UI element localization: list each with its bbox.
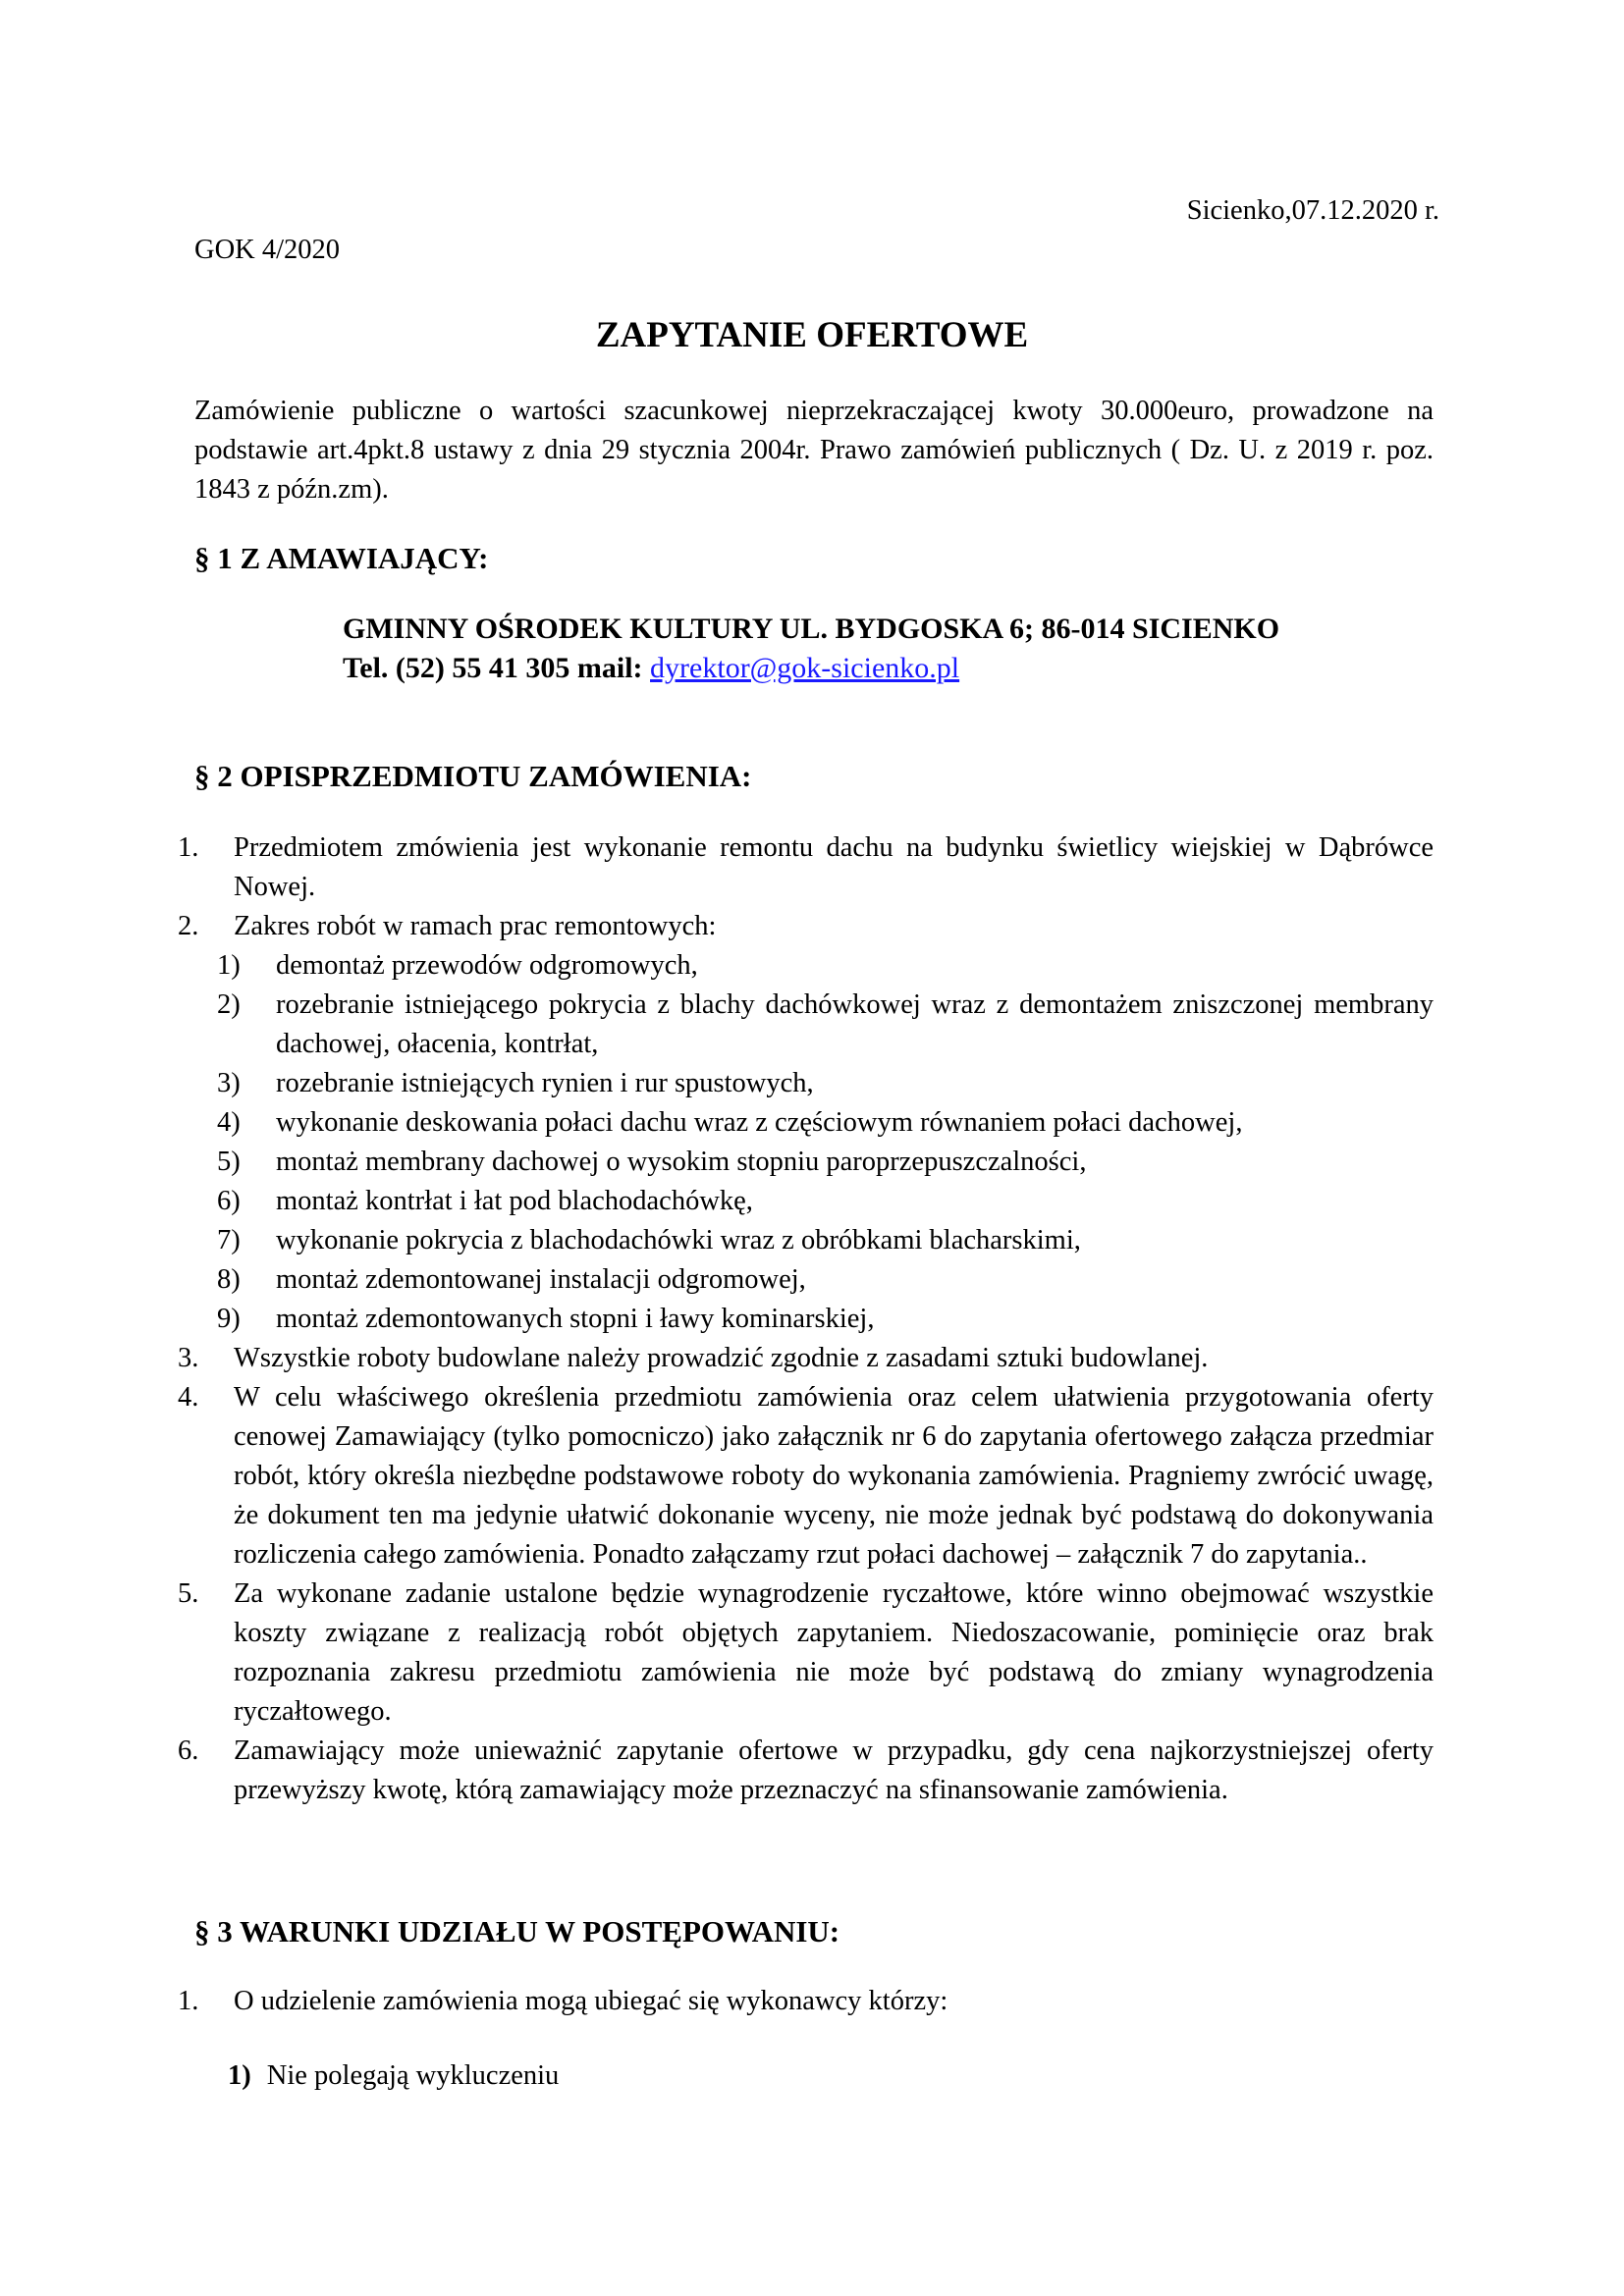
sublist-item [217,1300,1434,1339]
list-item-number: 2. [178,911,199,941]
sublist-item-text: rozebranie istniejących rynien i rur spustowych, [276,1068,814,1098]
list-item-number: 1. [178,1986,199,2016]
section-3-heading: § 3 WARUNKI UDZIAŁU W POSTĘPOWANIU: [194,1914,840,1949]
list-item-number: 3. [178,1343,199,1373]
sublist-item-text: montaż zdemontowanej instalacji odgromowej, [276,1264,806,1295]
sublist-item-number: 8) [217,1264,241,1295]
document-title: ZAPYTANIE OFERTOWE [595,315,1029,355]
sublist-item-number: 4) [217,1107,241,1138]
list-item-number: 6. [178,1735,199,1766]
email-link[interactable]: dyrektor@gok-sicienko.pl [650,652,960,684]
sublist-item [217,1221,1434,1260]
sublist-item-text: montaż zdemontowanych stopni i ławy kominarskiej, [276,1304,875,1334]
scope-sublist [217,946,1434,1339]
sublist-item-text: montaż kontrłat i łat pod blachodachówkę, [276,1186,753,1216]
list-item-text: Za wykonane zadanie ustalone będzie wynagrodzenie ryczałtowe, które winno obejmować wszystkie koszty związane z realizacją robót objętych zapytaniem. Niedoszacowanie, pominięcie oraz brak rozpoznania zakresu przedmiotu zamówienia nie może być podstawą do zmiany wynagrodzenia ryczałtowego. [234,1578,1434,1727]
sublist-item-number: 2) [217,989,241,1020]
list-item-text: Zakres robót w ramach prac remontowych: [234,911,717,941]
sublist-item-number: 5) [217,1147,241,1177]
sublist-item [217,1143,1434,1182]
section-2-list [165,828,1434,1810]
list-item-text: Wszystkie roboty budowlane należy prowadzić zgodnie z zasadami sztuki budowlanej. [234,1343,1209,1373]
contractor-name: GMINNY OŚRODEK KULTURY UL. BYDGOSKA 6; 86-014 SICIENKO [343,613,1280,645]
section-2-heading: § 2 OPISPRZEDMIOTU ZAMÓWIENIA: [194,759,752,793]
list-item [165,1982,1434,2021]
list-item-number: 4. [178,1382,199,1413]
sublist-item-text: wykonanie deskowania połaci dachu wraz z częściowym równaniem połaci dachowej, [276,1107,1243,1138]
list-item [165,828,1434,907]
contact-block [343,610,1279,688]
tel-label: Tel. (52) 55 41 305 mail: [343,652,643,684]
sublist-item-text: demontaż przewodów odgromowych, [276,950,698,981]
list-item-text: W celu właściwego określenia przedmiotu zamówienia oraz celem ułatwienia przygotowania oferty cenowej Zamawiający (tylko pomocniczo) jako załącznik nr 6 do zapytania ofertowego załącza przedmiar robót, który określa niezbędne podstawowe roboty do wykonania zamówienia. Pragniemy zwrócić uwagę, że dokument ten ma jedynie ułatwić dokonanie wyceny, nie może jednak być podstawą do dokonywania rozliczenia całego zamówienia. Ponadto załączamy rzut połaci dachowej – załącznik 7 do zapytania.. [234,1382,1434,1570]
list-item [165,1732,1434,1810]
sublist-item-text: montaż membrany dachowej o wysokim stopniu paroprzepuszczalności, [276,1147,1087,1177]
sublist-item [217,946,1434,986]
contact-line [343,649,1279,688]
sublist-item-text: Nie polegają wykluczeniu [266,2060,560,2091]
list-item-text: Zamawiający może unieważnić zapytanie ofertowe w przypadku, gdy cena najkorzystniejszej oferty przewyższy kwotę, którą zamawiający może przeznaczyć na sfinansowanie zamówienia. [234,1735,1434,1805]
sublist-item [217,1182,1434,1221]
sublist-item-number: 9) [217,1304,241,1334]
document-date: Sicienko,07.12.2020 r. [1186,195,1439,226]
sublist-item-number: 7) [217,1225,241,1255]
section-3-list [165,1982,1434,2021]
sublist-item [228,2056,559,2096]
list-item-number: 5. [178,1578,199,1609]
list-item-text: O udzielenie zamówienia mogą ubiegać się wykonawcy którzy: [234,1986,948,2016]
list-item [165,1575,1434,1732]
sublist-item-number: 1) [217,950,241,981]
list-item-text: Przedmiotem zmówienia jest wykonanie remontu dachu na budynku świetlicy wiejskiej w Dąbrówce Nowej. [234,832,1434,902]
sublist-item-text: rozebranie istniejącego pokrycia z blachy dachówkowej wraz z demontażem zniszczonej membrany dachowej, ołacenia, kontrłat, [276,989,1434,1059]
list-item-number: 1. [178,832,199,863]
list-item [165,1339,1434,1378]
sublist-item-text: wykonanie pokrycia z blachodachówki wraz z obróbkami blacharskimi, [276,1225,1081,1255]
intro-paragraph: Zamówienie publiczne o wartości szacunkowej nieprzekraczającej kwoty 30.000euro, prowadzone na podstawie art.4pkt.8 ustawy z dnia 29 stycznia 2004r. Prawo zamówień publicznych ( Dz. U. z 2019 r. poz. 1843 z późn.zm). [194,396,1434,505]
sublist-item [217,1103,1434,1143]
sublist-item-number: 1) [228,2060,251,2091]
sublist-item [217,1260,1434,1300]
sublist-item-number: 3) [217,1068,241,1098]
list-item [165,907,1434,946]
section-1-heading: § 1 Z AMAWIAJĄCY: [194,541,489,575]
sublist-item-number: 6) [217,1186,241,1216]
list-item [165,1378,1434,1575]
sublist-item [217,986,1434,1064]
document-reference: GOK 4/2020 [194,235,341,265]
sublist-item [217,1064,1434,1103]
